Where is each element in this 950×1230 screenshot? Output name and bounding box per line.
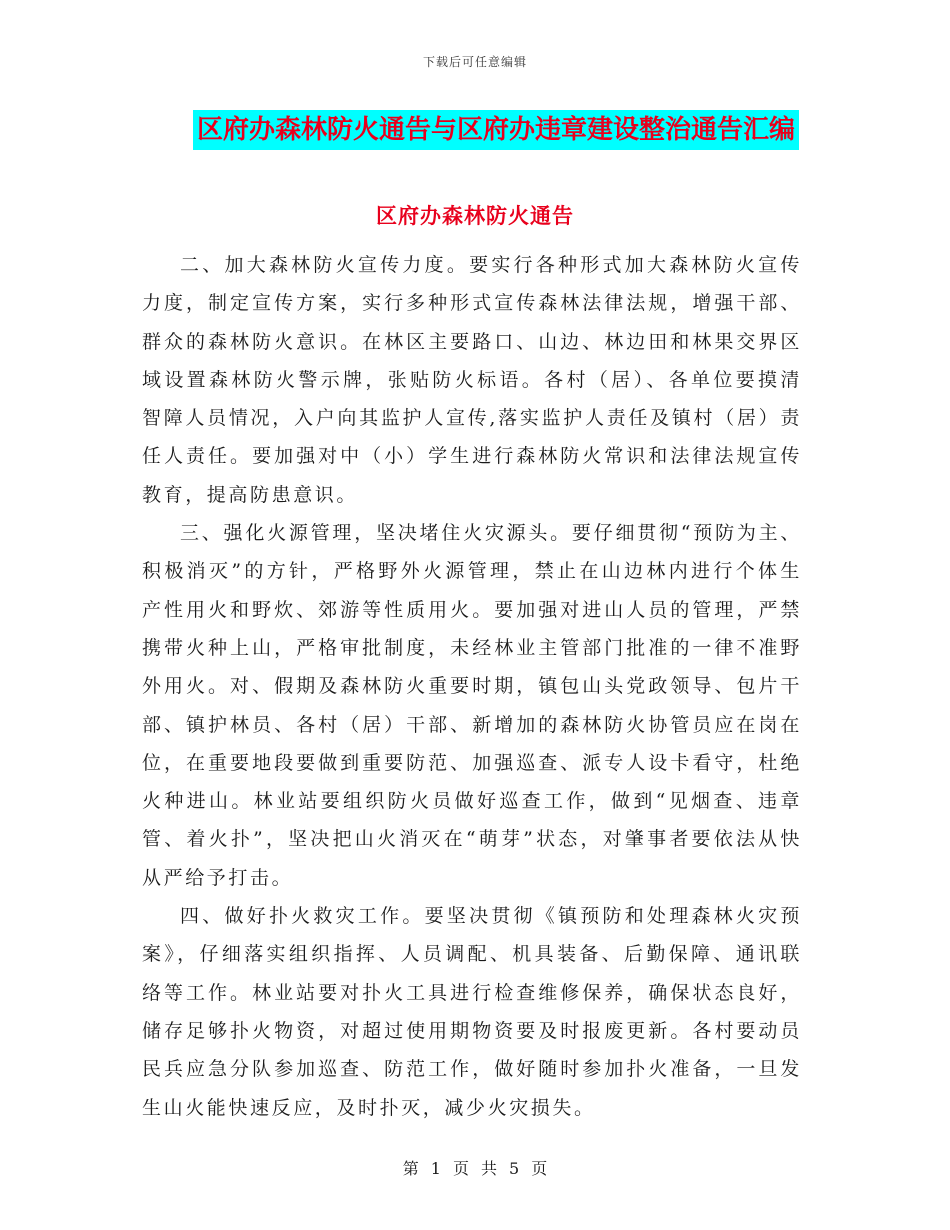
document-body — [142, 246, 802, 1127]
footer-total-prefix: 共 — [481, 1159, 498, 1178]
footer-total-pages: 5 — [509, 1159, 520, 1178]
footer-page-word: 页 — [452, 1159, 469, 1178]
paragraph-2: 二、加大森林防火宣传力度。要实行各种形式加大森林防火宣传力度，制定宣传方案，实行多种形式宣传森林法律法规，增强干部、群众的森林防火意识。在林区主要路口、山边、林边田和林果交界区域设置森林防火警示牌，张贴防火标语。各村（居）、各单位要摸清智障人员情况，入户向其监护人宣传,落实监护人责任及镇村（居）责任人责任。要加强对中（小）学生进行森林防火常识和法律法规宣传教育，提高防患意识。 — [142, 254, 802, 506]
page-footer — [0, 1156, 950, 1179]
section-title: 区府办森林防火通告 — [376, 203, 574, 228]
footer-suffix: 页 — [531, 1159, 548, 1178]
header-note: 下载后可任意编辑 — [422, 55, 527, 69]
footer-current-page: 1 — [430, 1159, 441, 1178]
document-main-title: 区府办森林防火通告与区府办违章建设整治通告汇编 — [193, 110, 799, 150]
footer-prefix: 第 — [402, 1159, 419, 1178]
paragraph-4: 四、做好扑火救灾工作。要坚决贯彻《镇预防和处理森林火灾预案》，仔细落实组织指挥、人员调配、机具装备、后勤保障、通讯联络等工作。林业站要对扑火工具进行检查维修保养，确保状态良好，储存足够扑火物资，对超过使用期物资要及时报废更新。各村要动员民兵应急分队参加巡查、防范工作，做好随时参加扑火准备，一旦发生山火能快速反应，及时扑灭，减少火灾损失。 — [142, 905, 802, 1119]
paragraph-3: 三、强化火源管理，坚决堵住火灾源头。要仔细贯彻“预防为主、积极消灭”的方针，严格野外火源管理，禁止在山边林内进行个体生产性用火和野炊、郊游等性质用火。要加强对进山人员的管理，严禁携带火种上山，严格审批制度，未经林业主管部门批准的一律不准野外用火。对、假期及森林防火重要时期，镇包山头党政领导、包片干部、镇护林员、各村（居）干部、新增加的森林防火协管员应在岗在位，在重要地段要做到重要防范、加强巡查、派专人设卡看守，杜绝火种进山。林业站要组织防火员做好巡查工作，做到“见烟查、违章管、着火扑”，坚决把山火消灭在“萌芽”状态，对肇事者要依法从快从严给予打击。 — [142, 522, 802, 889]
